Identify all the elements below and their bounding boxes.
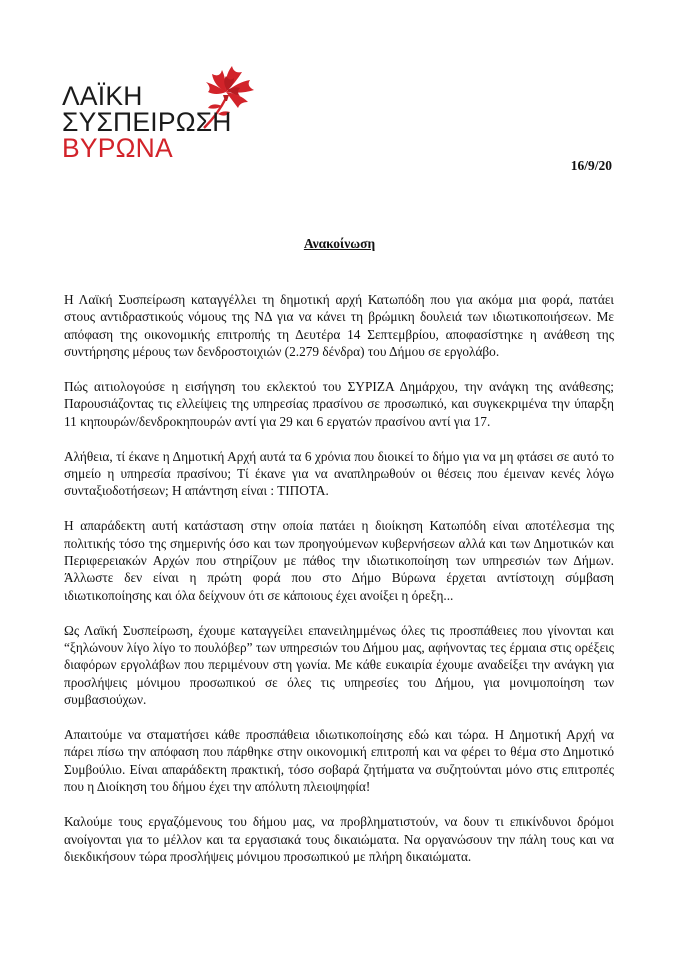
logo-line-1: ΛΑΪΚΗ — [62, 81, 143, 111]
paragraph: Η απαράδεκτη αυτή κατάσταση στην οποία πατάει η διοίκηση Κατωπόδη είναι αποτέλεσμα της πολιτικής τόσο της σημερινής όσο και των προηγούμενων κυβερνήσεων αλλά και των Δημοτικών και Περιφερειακών Αρχών που στηρίζουν με πάθος την ιδιωτικοποίηση των υπηρεσιών των Δήμων. Άλλωστε δεν είναι η πρώτη φορά που στο Δήμο Βύρωνα έρχεται αντίστοιχη σύμβαση ιδιωτικοποίησης και όλα δείχνουν ότι σε κάποιους έχει ανοίξει η όρεξη... — [64, 518, 614, 603]
document-date: 16/9/20 — [570, 158, 612, 173]
paragraph: Ως Λαϊκή Συσπείρωση, έχουμε καταγγείλει επανειλημμένως όλες τις προσπάθειες που γίνονται και “ξηλώνουν λίγο λίγο το πουλόβερ” των υπηρεσιών του Δήμου μας, αφήνοντας τες έρμαια στις ορέξεις διαφόρων εργολάβων που περιμένουν στη γωνία. Με κάθε ευκαιρία έχουμε αναδείξει την ανάγκη για προσλήψεις μόνιμου προσωπικού σε όλες τις υπηρεσίες του Δήμου, για μονιμοποίηση των συμβασιούχων. — [64, 622, 614, 708]
document-title: Ανακοίνωση — [303, 236, 376, 251]
paragraph: Απαιτούμε να σταματήσει κάθε προσπάθεια ιδιωτικοποίησης εδώ και τώρα. Η Δημοτική Αρχή να πάρει πίσω την απόφαση που πάρθηκε στην οικονομική επιτροπή και να φέρει το θέμα στο Δημοτικό Συμβούλιο. Είναι απαράδεκτη πρακτική, τόσο σοβαρά ζητήματα να συζητούνται μόνο στις επιτροπές που η Διοίκηση του δήμου έχει την απόλυτη πλειοψηφία! — [64, 727, 614, 795]
paragraph: Πώς αιτιολογούσε η εισήγηση του εκλεκτού του ΣΥΡΙΖΑ Δημάρχου, την ανάγκη της ανάθεσης; Παρουσιάζοντας τις ελλείψεις της υπηρεσίας πρασίνου σε προσωπικό, και συγκεκριμένα την ύπαρξη 11 κηπουρών/δενδροκηπουρών αντί για 29 και 6 εργατών πρασίνου αντί για 17. — [64, 379, 614, 429]
document-body — [64, 291, 614, 883]
party-logo — [62, 62, 262, 162]
logo-line-2: ΣΥΣΠΕΙΡΩΣΗ — [62, 107, 232, 137]
logo-line-3: ΒΥΡΩΝΑ — [62, 133, 173, 163]
paragraph: Καλούμε τους εργαζόμενους του δήμου μας, να προβληματιστούν, να δουν τι επικίνδυνοι δρόμοι ανοίγονται για το μέλλον και τα εργασιακά τους δικαιώματα. Να οργανώσουν την πάλη τους και να διεκδικήσουν τώρα προσλήψεις μόνιμου προσωπικού με πλήρη δικαιώματα. — [64, 814, 614, 864]
paragraph: Η Λαϊκή Συσπείρωση καταγγέλλει τη δημοτική αρχή Κατωπόδη που για ακόμα μια φορά, πατάει στους αντιδραστικούς νόμους της ΝΔ για να κάνει τη βρώμικη δουλειά των ιδιωτικοποιήσεων. Με απόφαση της οικονομικής επιτροπής τη Δευτέρα 14 Σεπτεμβρίου, αποφασίστηκε η ανάθεση της συντήρησης μέρους των δενδροστοιχιών (2.279 δένδρα) του Δήμου σε εργολάβο. — [64, 292, 614, 360]
paragraph: Αλήθεια, τί έκανε η Δημοτική Αρχή αυτά τα 6 χρόνια που διοικεί το δήμο για να μη φτάσει σε αυτό το σημείο η υπηρεσία πρασίνου; Τί έκανε για να αναπληρωθούν οι θέσεις που έμειναν κενές λόγω συνταξιοδοτήσεων; Η απάντηση είναι : ΤΙΠΟΤΑ. — [64, 448, 614, 499]
